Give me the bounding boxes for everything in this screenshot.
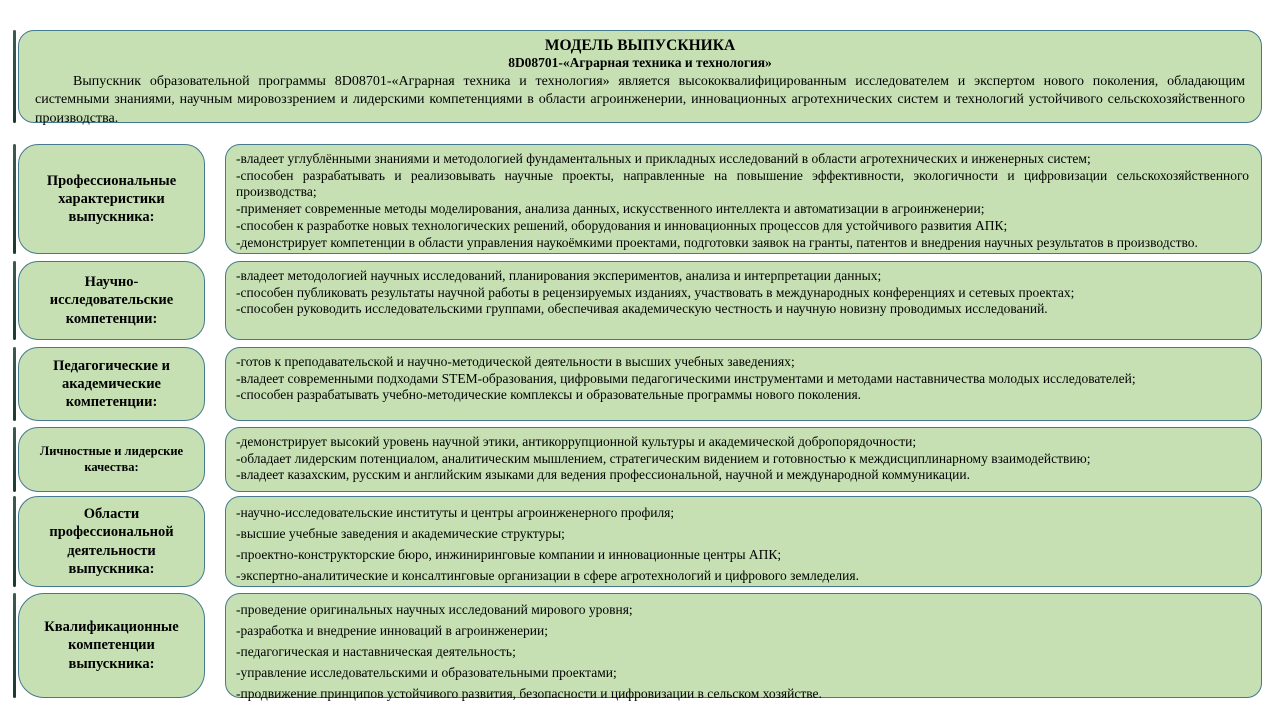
label-text: Педагогические и академические компетенции: [53,357,170,411]
label-box-pedagogical-competencies [18,347,205,421]
label-text: Области профессиональной деятельности выпускника: [49,506,174,577]
bullet-item: -проектно-конструкторские бюро, инжиниринговые компании и инновационные центры АПК; [236,546,782,562]
label-text: Квалификационные компетенции выпускника: [44,619,179,672]
header-paragraph: Выпускник образовательной программы 8D08701-«Аграрная техника и технология» является высококвалифицированным исследователем и экспертом нового поколения, обладающим системными знаниями, научным мировоззрением и лидерскими компетенциями в области агроинженерии, инновационных агротехнических систем и технологий устойчивого сельскохозяйственного производства. [35,74,1245,126]
bullet-item: -высшие учебные заведения и академические структуры; [236,525,565,541]
label-text: Личностные и лидерские качества: [39,443,184,474]
content-box-professional-characteristics [225,144,1262,254]
bullet-item: -демонстрирует высокий уровень научной этики, антикоррупционной культуры и академической добропорядочности; [236,434,917,449]
bullet-item: -педагогическая и наставническая деятельность; [236,643,516,659]
content-box-pedagogical-competencies [225,347,1262,421]
bullet-item: -владеет современными подходами STEM-образования, цифровыми педагогическими инструментами и методами наставничества молодых исследователей; [236,370,1136,386]
content-box-personal-qualities [225,427,1262,492]
row3-accent-bar [13,347,16,421]
slide-title: МОДЕЛЬ ВЫПУСКНИКА [544,37,736,54]
bullet-item: -владеет углублёнными знаниями и методологией фундаментальных и прикладных исследований в области агротехнических и инженерных систем; [236,151,1091,166]
bullet-item: -способен публиковать результаты научной работы в рецензируемых изданиях, участвовать в международных конференциях и сетевых проектах; [236,284,1075,300]
bullet-item: -проведение оригинальных научных исследований мирового уровня; [236,602,633,617]
label-box-activity-areas [18,496,205,587]
bullet-item: -экспертно-аналитические и консалтинговые организации в сфере агротехнологий и цифрового земледелия. [236,567,859,583]
label-box-professional-characteristics [18,144,205,254]
content-box-research-competencies [225,261,1262,340]
label-box-qualification-competencies [18,593,205,698]
bullet-item: -способен разрабатывать учебно-методические комплексы и образовательные программы нового поколения. [236,387,862,403]
bullet-item: -владеет казахским, русским и английским языками для ведения профессиональной, научной и международной коммуникации. [236,467,970,483]
bullet-item: -продвижение принципов устойчивого развития, безопасности и цифровизации в сельском хозяйстве. [236,685,822,701]
bullet-item: -научно-исследовательские институты и центры агроинженерного профиля; [236,505,675,520]
row1-accent-bar [13,144,16,254]
bullet-item: -обладает лидерским потенциалом, аналитическим мышлением, стратегическим видением и готовностью к междисциплинарному взаимодействию; [236,450,1091,466]
bullet-item: -готов к преподавательской и научно-методической деятельности в высших учебных заведениях; [236,354,795,369]
bullet-item: -способен к разработке новых технологических решений, оборудования и инновационных процессов для устойчивого развития АПК; [236,217,1008,233]
header-box [18,30,1262,126]
bullet-item: -разработка и внедрение инноваций в агроинженерии; [236,622,549,638]
content-box-qualification-competencies [225,593,1262,701]
slide-subtitle: 8D08701-«Аграрная техника и технология» [508,54,772,70]
label-box-research-competencies [18,261,205,340]
bullet-item: -применяет современные методы моделирования, анализа данных, искусственного интеллекта и автоматизации в агроинженерии; [236,201,985,217]
bullet-item: -демонстрирует компетенции в области управления наукоёмкими проектами, подготовки заявок на гранты, патентов и внедрения научных результатов в производство. [236,234,1198,250]
bullet-item: -способен руководить исследовательскими группами, обеспечивая академическую честность и научную новизну проводимых исследований. [236,301,1048,317]
label-text: Профессиональные характеристики выпускника: [46,172,177,226]
bullet-item: -управление исследовательскими и образовательными проектами; [236,664,617,680]
label-text: Научно-исследовательские компетенции: [49,274,174,327]
label-box-personal-qualities [18,427,205,492]
bullet-item: -владеет методологией научных исследований, планирования экспериментов, анализа и интерпретации данных; [236,268,882,283]
row5-accent-bar [13,496,16,587]
row2-accent-bar [13,261,16,340]
row6-accent-bar [13,593,16,698]
bullet-item: -способен разрабатывать и реализовывать научные проекты, направленные на повышение эффективности, экологичности и цифровизации сельскохозяйственного производства; [236,167,1249,200]
content-box-activity-areas [225,496,1262,587]
header-accent-bar [13,30,16,123]
row4-accent-bar [13,427,16,492]
